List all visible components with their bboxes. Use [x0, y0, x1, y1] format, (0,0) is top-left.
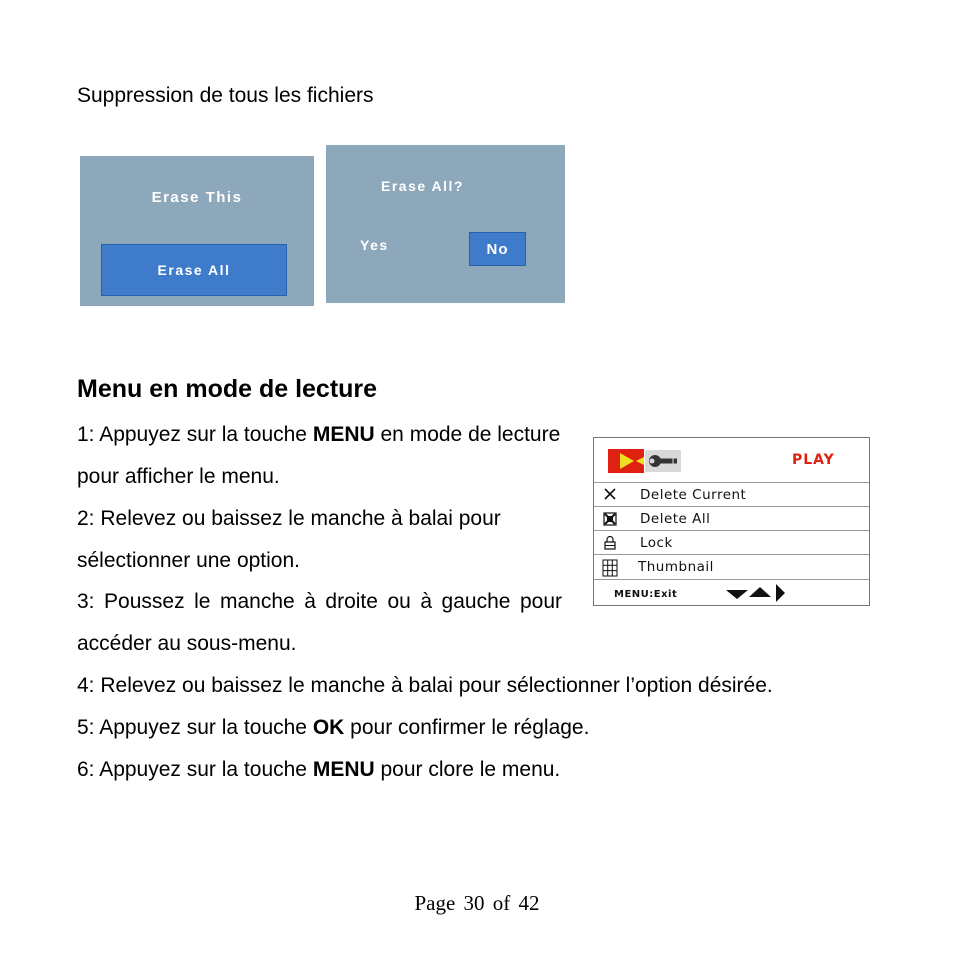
- menu-item-label: Thumbnail: [638, 559, 714, 575]
- step-1: 1: Appuyez sur la touche MENU en mode de lecture pour afficher le menu.: [77, 423, 561, 488]
- arrow-right-icon: [776, 584, 785, 602]
- yes-option[interactable]: Yes: [360, 237, 389, 253]
- play-menu: [593, 437, 870, 606]
- wrench-icon[interactable]: [645, 450, 681, 472]
- menu-exit-hint: MENU:Exit: [614, 589, 678, 600]
- step-3: 3: Poussez le manche à droite ou à gauche pour accéder au sous-menu.: [77, 590, 562, 655]
- menu-item-lock[interactable]: [594, 532, 869, 555]
- erase-confirm-panel: [326, 145, 565, 303]
- step-6: 6: Appuyez sur la touche MENU pour clore le menu.: [77, 758, 561, 781]
- menu-item-label: Delete Current: [640, 487, 747, 503]
- menu-item-label: Lock: [640, 535, 673, 551]
- section-heading: Suppression de tous les fichiers: [77, 84, 374, 107]
- menu-item-delete-current[interactable]: [594, 484, 869, 507]
- erase-all-option[interactable]: Erase All: [101, 244, 287, 296]
- step-2: 2: Relevez ou baissez le manche à balai pour sélectionner une option.: [77, 507, 501, 572]
- nav-arrows: [726, 582, 786, 608]
- step-5: 5: Appuyez sur la touche OK pour confirmer le réglage.: [77, 716, 590, 739]
- menu-item-label: Delete All: [640, 511, 711, 527]
- play-menu-header: [594, 438, 869, 483]
- lock-icon: [602, 535, 618, 551]
- step-4: 4: Relevez ou baissez le manche à balai pour sélectionner l’option désirée.: [77, 674, 773, 697]
- erase-this-option[interactable]: Erase This: [151, 189, 243, 206]
- play-title: PLAY: [792, 452, 835, 468]
- page-footer: Page 30 of 42: [414, 891, 540, 915]
- menu-item-delete-all[interactable]: [594, 508, 869, 531]
- delete-all-icon: [602, 511, 618, 527]
- menu-item-thumbnail[interactable]: [594, 556, 869, 580]
- arrow-down-icon: [726, 590, 748, 599]
- erase-menu-panel: [80, 156, 314, 306]
- no-option[interactable]: No: [469, 232, 526, 266]
- menu-heading: Menu en mode de lecture: [77, 375, 378, 403]
- close-icon: [602, 487, 618, 503]
- grid-icon: [602, 559, 618, 575]
- play-icon[interactable]: [608, 449, 644, 473]
- arrow-up-icon: [749, 587, 771, 597]
- erase-all-question: Erase All?: [381, 178, 464, 194]
